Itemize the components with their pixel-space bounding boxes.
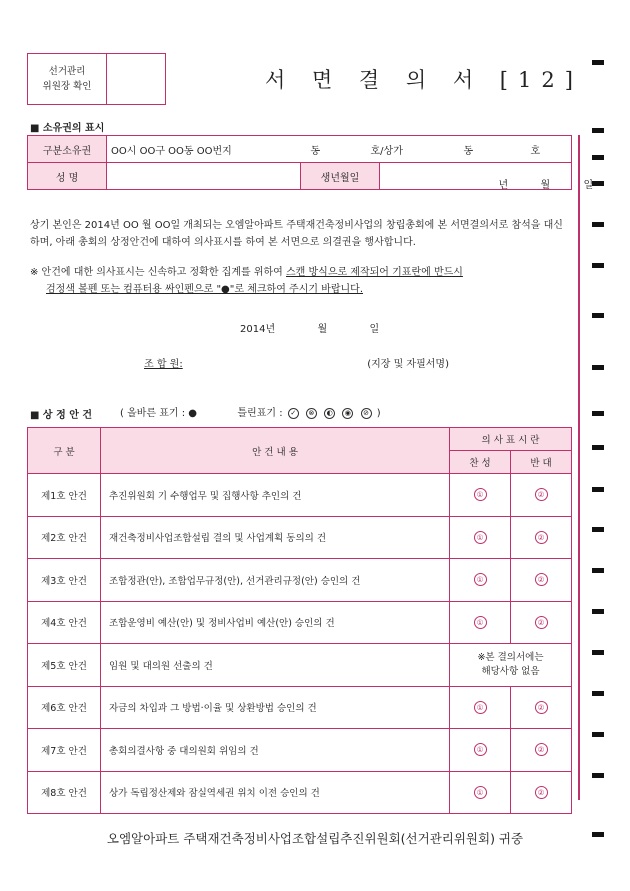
name-field[interactable] [107,163,301,190]
oppose-circle[interactable]: ② [535,531,548,544]
name-label: 성 명 [28,163,107,190]
category-header: 구 분 [28,428,101,474]
timing-mark [592,263,604,268]
oppose-circle[interactable]: ② [535,573,548,586]
approve-header: 찬 성 [450,451,511,474]
oppose-circle[interactable]: ② [535,701,548,714]
member-signature-field[interactable]: 조 합 원: [144,359,183,370]
footer-recipient: 오엠알아파트 주택재건축정비사업조합설립추진위원회(선거관리위원회) 귀중 [106,831,524,846]
oppose-circle[interactable]: ② [535,743,548,756]
timing-mark [592,181,604,186]
birth-field[interactable]: 년 월 일 [380,163,572,190]
approve-circle[interactable]: ① [474,701,487,714]
wrong-mark-slash-icon: ⊘ [361,408,372,419]
wrong-mark-dot-icon: ◉ [342,408,353,419]
timing-mark [592,60,604,65]
timing-mark [592,609,604,614]
timing-mark [592,365,604,370]
vote-group-header: 의 사 표 시 란 [450,428,572,451]
election-chair-confirm-box [27,53,166,105]
intro-paragraph: 상기 본인은 2014년 OO 월 OO일 개최되는 오엠알아파트 주택재건축정비사업의 창립총회에 본 서면결의서로 참석을 대신하며, 아래 총회의 상정안건에 대하여 의사표시를 하여 본 서면으로 의결권을 행사합니다. [30,220,563,248]
content-header: 안 건 내 용 [101,428,450,474]
timing-mark [592,527,604,532]
timing-mark [592,773,604,778]
oppose-header: 반 대 [511,451,572,474]
side-rule [578,135,580,800]
table-row: 제2호 안건 재건축정비사업조합설립 결의 및 사업계획 동의의 건 ① ② [28,516,572,559]
oppose-circle[interactable]: ② [535,786,548,799]
oppose-circle[interactable]: ② [535,488,548,501]
ownership-field[interactable]: OO시 OO구 OO동 OO번지 동 호/상가 동 호 [107,136,572,163]
table-row: 제1호 안건 추진위원회 기 수행업무 및 집행사항 추인의 건 ① ② [28,474,572,517]
timing-mark [592,487,604,492]
notice: ※ 안건에 대한 의사표시는 신속하고 정확한 집계를 위하여 스캔 방식으로 제작되어 기표란에 반드시 검정색 볼펜 또는 컴퓨터용 싸인펜으로 "●"로 체크하여 주시기 바랍니다. [30,267,463,295]
owner-table [27,135,594,191]
ownership-label: 구분소유권 [28,136,107,163]
approve-circle[interactable]: ① [474,488,487,501]
approve-circle[interactable]: ① [474,786,487,799]
timing-mark [592,128,604,133]
table-row: 제5호 안건 임원 및 대의원 선출의 건 ※본 결의서에는 해당사항 없음 [28,644,572,687]
document-title: 서 면 결 의 서 [12] [265,68,583,92]
date-line: 2014년 월 일 [240,324,380,335]
timing-mark [592,411,604,416]
confirm-stamp-area[interactable] [107,54,165,104]
timing-mark [592,155,604,160]
wrong-mark-check-icon: ✓ [288,408,299,419]
timing-mark [592,313,604,318]
agenda-section-heading: ■ 상 정 안 건 [30,410,93,421]
wrong-mark-x-icon: ⊗ [306,408,317,419]
owner-section-heading: ■ 소유권의 표시 [30,123,105,134]
marking-legend: ( 올바른 표기 : ● 틀린표기 : ✓ ⊗ ◐ ◉ ⊘ ) [120,408,381,419]
confirm-label: 선거관리 위원장 확인 [28,54,107,104]
wrong-mark-half-icon: ◐ [324,408,335,419]
timing-mark [592,222,604,227]
oppose-circle[interactable]: ② [535,616,548,629]
timing-mark [592,691,604,696]
timing-mark [592,732,604,737]
timing-mark [592,445,604,450]
timing-mark [592,568,604,573]
table-row: 제8호 안건 상가 독립정산제와 잠실역세권 위치 이전 승인의 건 ① ② [28,771,572,814]
table-row: 제6호 안건 자금의 차입과 그 방법·이율 및 상환방법 승인의 건 ① ② [28,686,572,729]
table-row: 제7호 안건 총회의결사항 중 대의원회 위임의 건 ① ② [28,729,572,772]
approve-circle[interactable]: ① [474,616,487,629]
agenda-table [27,427,572,814]
not-applicable-note: ※본 결의서에는 해당사항 없음 [450,644,572,687]
timing-mark [592,650,604,655]
approve-circle[interactable]: ① [474,531,487,544]
approve-circle[interactable]: ① [474,573,487,586]
table-row: 제3호 안건 조합정관(안), 조합업무규정(안), 선거관리규정(안) 승인의 건 ① ② [28,559,572,602]
birth-label: 생년월일 [301,163,380,190]
table-row: 제4호 안건 조합운영비 예산(안) 및 정비사업비 예산(안) 승인의 건 ① ② [28,601,572,644]
approve-circle[interactable]: ① [474,743,487,756]
member-line: 조 합 원: (지장 및 자필서명) [144,355,449,370]
